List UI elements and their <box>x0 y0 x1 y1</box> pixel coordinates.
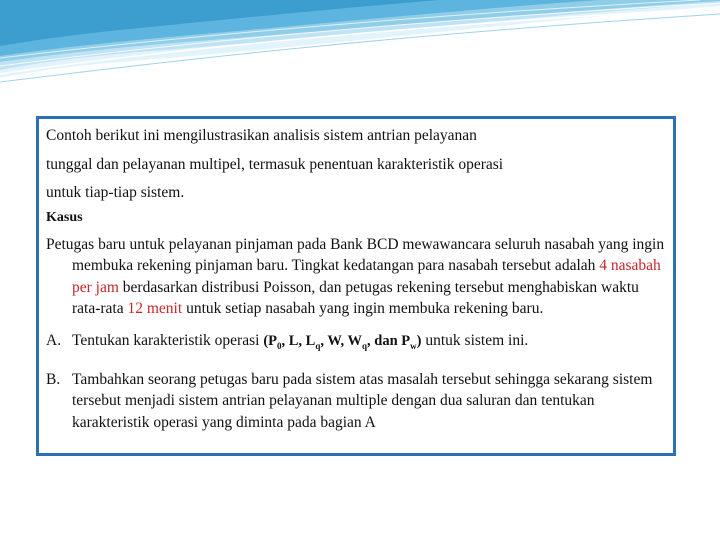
question-b <box>46 369 665 434</box>
operating-characteristics-vars: ($P_0$, L, $L_q$, W, $W_q$, dan $P_w$) <box>263 332 422 351</box>
case-paragraph <box>46 234 665 320</box>
content-box <box>36 116 676 456</box>
case-text-part2: berdasarkan distribusi Poisson, dan petugas rekening tersebut menghabiskan waktu rata-rata <box>72 278 639 317</box>
question-a <box>46 330 665 357</box>
question-a-text: Tentukan karakteristik operasi <box>72 331 264 349</box>
service-time-highlight: 12 menit <box>127 300 183 317</box>
kasus-heading: Kasus <box>46 209 83 225</box>
decorative-wave-header <box>0 0 720 90</box>
case-text-part3: untuk setiap nasabah yang ingin membuka rekening baru. <box>182 300 544 317</box>
intro-line-2: tunggal dan pelayanan multipel, termasuk penentuan karakteristik operasi <box>46 155 504 173</box>
intro-paragraph <box>46 122 665 208</box>
case-text-part1: Petugas baru untuk pelayanan pinjaman pada Bank BCD mewawancara seluruh nasabah yang ingin membuka rekening pinjaman baru. Tingkat kedatangan para nasabah tersebut adalah <box>46 235 665 274</box>
arrival-rate-highlight: 4 nasabah per jam <box>72 257 661 296</box>
intro-line-3: untuk tiap-tiap sistem. <box>46 184 185 201</box>
question-b-letter: B. <box>46 370 61 388</box>
question-b-text: Tambahkan seorang petugas baru pada sistem atas masalah tersebut sehingga sekarang sistem tersebut menjadi sistem antrian pelayanan multiple dengan dua saluran dan tentukan karakteristik operasi yang diminta pada bagian A <box>72 370 653 431</box>
question-a-text-end: untuk sistem ini. <box>421 331 529 349</box>
intro-line-1: Contoh berikut ini mengilustrasikan analisis sistem antrian pelayanan <box>46 127 477 144</box>
question-a-letter: A. <box>46 331 62 349</box>
